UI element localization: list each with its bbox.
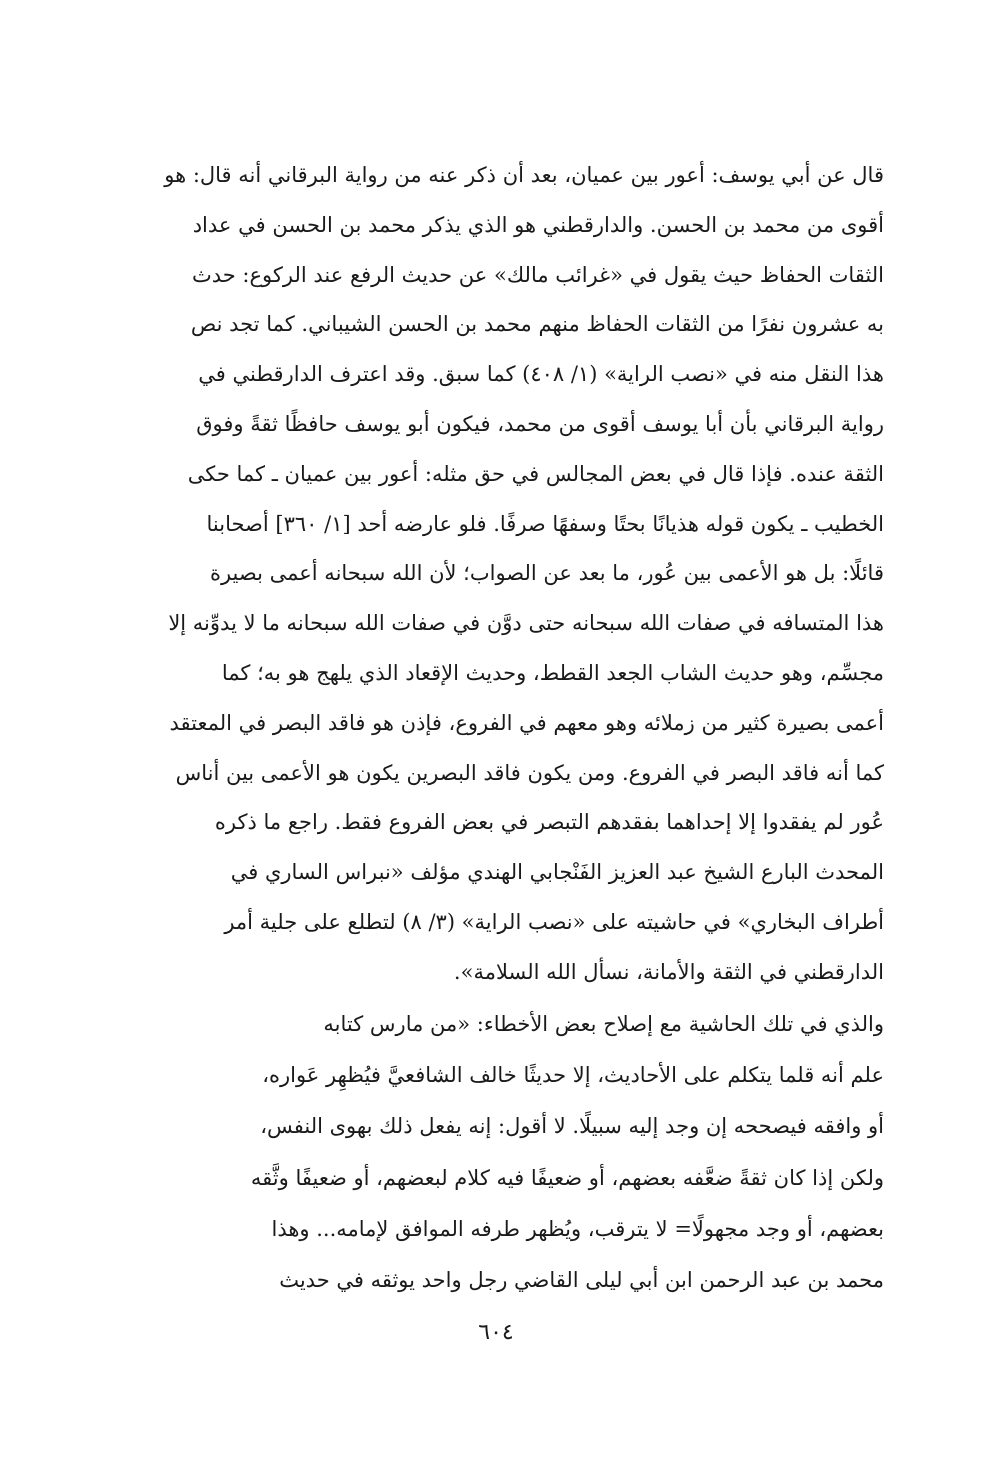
text-line: رواية البرقاني بأن أبا يوسف أقوى من محمد، فيكون أبو يوسف حافظًا ثقةً وفوق [196, 411, 884, 436]
text-line: به عشرون نفرًا من الثقات الحفاظ منهم محمد بن الحسن الشيباني. كما تجد نص [190, 312, 884, 337]
text-line: أطراف البخاري» في حاشيته على «نصب الراية» (٣/ ٨) لتطلع على جلية أمر [224, 909, 884, 934]
text-line: أقوى من محمد بن الحسن. والدارقطني هو الذي يذكر محمد بن الحسن في عداد [192, 212, 884, 237]
text-line: هذا المتسافه في صفات الله سبحانه حتى دوَّن في صفات الله سبحانه ما لا يدوِّنه إلا [168, 611, 884, 636]
text-line: الخطيب ـ يكون قوله هذيانًا بحتًا وسفهًا صرفًا. فلو عارضه أحد [١/ ٣٦٠] أصحابنا [206, 511, 884, 536]
text-line: علم أنه قلما يتكلم على الأحاديث، إلا حديثًا خالف الشافعيَّ فيُظهِر عَواره، [262, 1063, 884, 1088]
text-line: أو وافقه فيصححه إن وجد إليه سبيلًا. لا أقول: إنه يفعل ذلك بهوى النفس، [260, 1114, 884, 1139]
text-line: والذي في تلك الحاشية مع إصلاح بعض الأخطاء: «من مارس كتابه [323, 1012, 884, 1036]
text-line: بعضهم، أو وجد مجهولًا= لا يترقب، ويُظهر طرفه الموافق لإمامه... وهذا [271, 1216, 884, 1241]
text-line: الدارقطني في الثقة والأمانة، نسأل الله السلامة». [453, 959, 884, 984]
paragraph-1 [108, 151, 884, 998]
text-line: عُور لم يفقدوا إلا إحداهما بفقدهم التبصر في بعض الفروع فقط. راجع ما ذكره [214, 810, 884, 835]
text-line: محمد بن عبد الرحمن ابن أبي ليلى القاضي رجل واحد يوثقه في حديث [279, 1267, 884, 1292]
text-line: مجسِّم، وهو حديث الشاب الجعد القطط، وحديث الإقعاد الذي يلهج هو به؛ كما [221, 660, 884, 685]
page-number: ٦٠٤ [478, 1320, 514, 1345]
text-line: ولكن إذا كان ثقةً ضعَّفه بعضهم، أو ضعيفًا فيه كلام لبعضهم، أو ضعيفًا وثَّقه [250, 1165, 884, 1190]
text-line: كما أنه فاقد البصر في الفروع. ومن يكون فاقد البصرين يكون هو الأعمى بين أناس [175, 760, 884, 785]
text-line: أعمى بصيرة كثير من زملائه وهو معهم في الفروع، فإذن هو فاقد البصر في المعتقد [169, 710, 884, 735]
text-line: الثقات الحفاظ حيث يقول في «غرائب مالك» عن حديث الرفع عند الركوع: حدث [191, 262, 884, 287]
text-line: هذا النقل منه في «نصب الراية» (١/ ٤٠٨) كما سبق. وقد اعترف الدارقطني في [198, 362, 884, 387]
text-line: المحدث البارع الشيخ عبد العزيز الفَنْجابي الهندي مؤلف «نبراس الساري في [230, 860, 884, 885]
text-line: قائلًا: بل هو الأعمى بين عُور، ما بعد عن الصواب؛ لأن الله سبحانه أعمى بصيرة [209, 561, 884, 586]
text-line: قال عن أبي يوسف: أعور بين عميان، بعد أن ذكر عنه من رواية البرقاني أنه قال: هو [164, 163, 884, 187]
paragraph-2 [108, 999, 884, 1306]
text-line: الثقة عنده. فإذا قال في بعض المجالس في حق مثله: أعور بين عميان ـ كما حكى [187, 461, 884, 486]
